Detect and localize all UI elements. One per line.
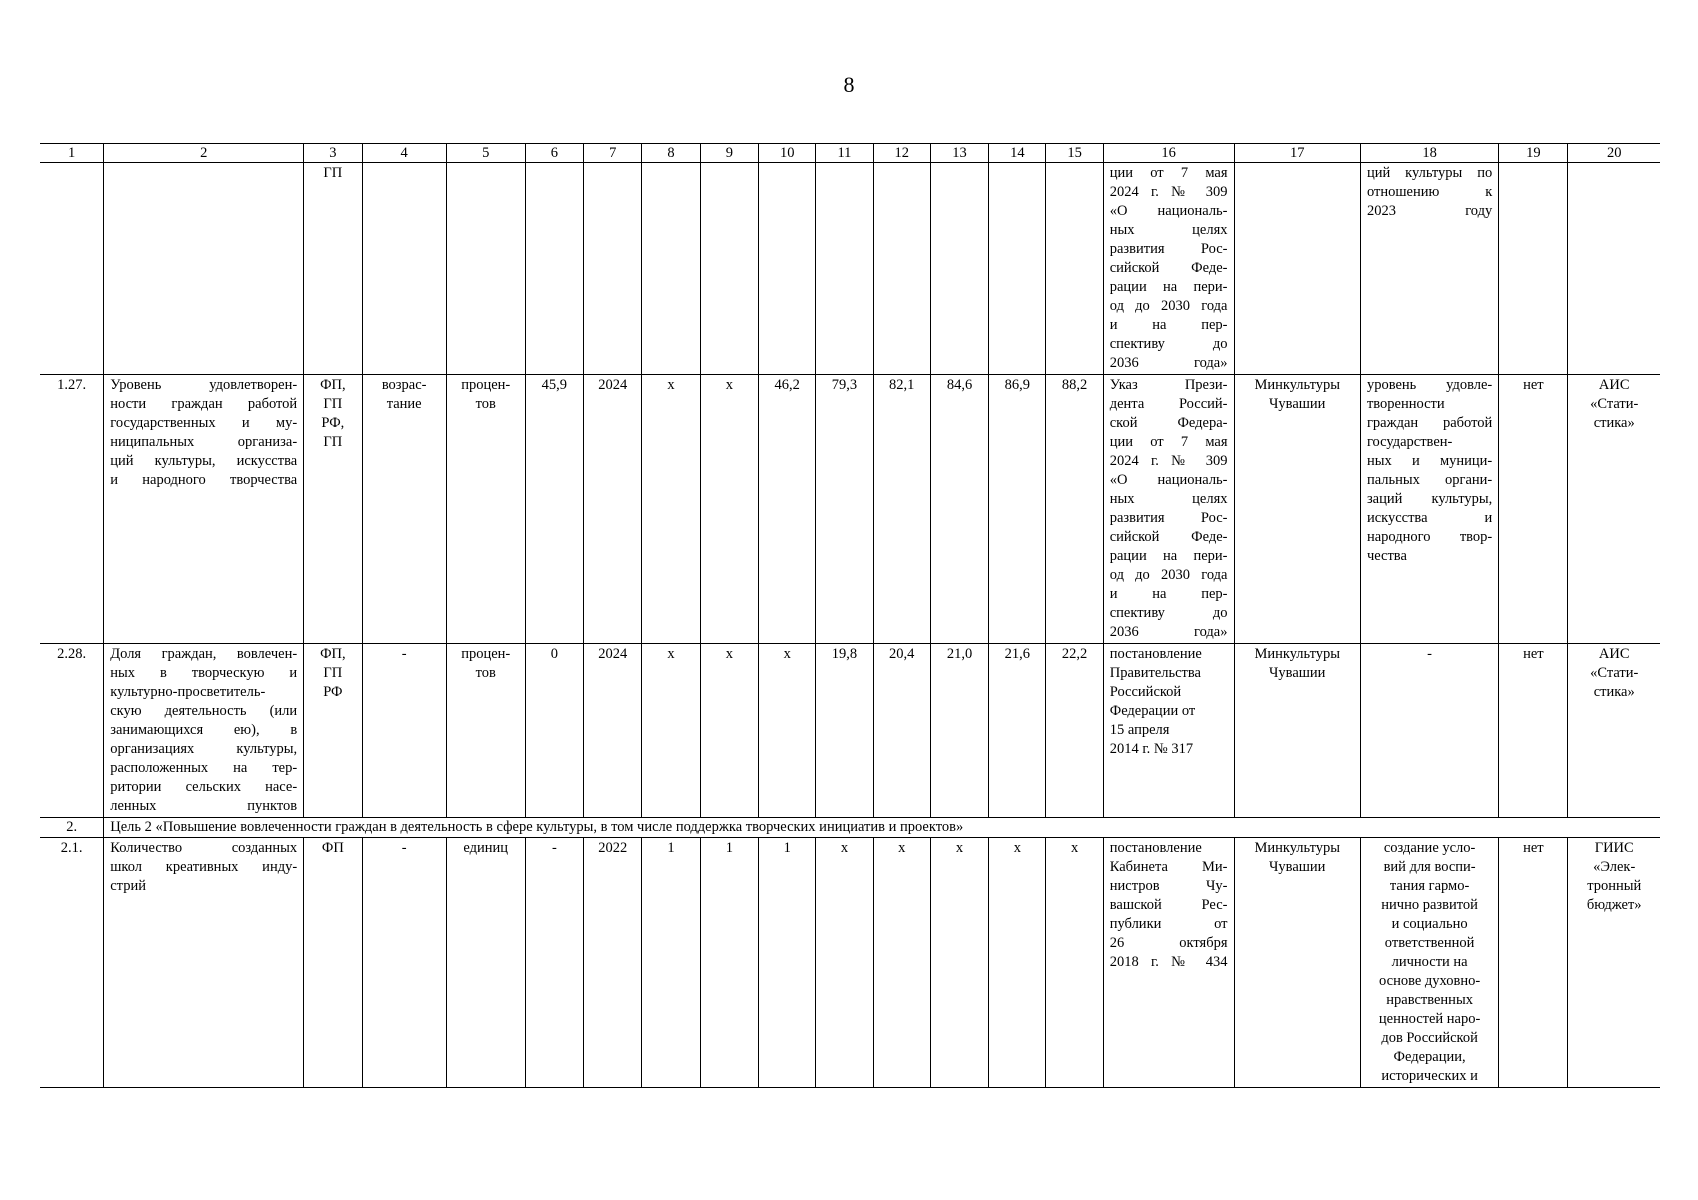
cell-value: х bbox=[642, 644, 700, 818]
cell-value: 1 bbox=[642, 838, 700, 1088]
cell-link: создание усло- вий для воспи- тания гармо- нично развитой и социально ответственной личности на основе духовно- нравственных ценностей наро- дов Российской Федерации, исторических и bbox=[1360, 838, 1498, 1088]
cell-value: х bbox=[1046, 838, 1103, 1088]
page-number: 8 bbox=[843, 72, 855, 97]
cell-value: х bbox=[989, 838, 1046, 1088]
table-row-continuation bbox=[40, 163, 1660, 375]
col-header: 15 bbox=[1046, 144, 1103, 163]
col-header: 6 bbox=[525, 144, 583, 163]
col-header: 16 bbox=[1103, 144, 1234, 163]
col-header: 2 bbox=[104, 144, 304, 163]
cell-direction: возрас- тание bbox=[362, 375, 446, 644]
cell-accumulating: нет bbox=[1499, 838, 1568, 1088]
col-header: 8 bbox=[642, 144, 700, 163]
cell-responsible: Минкультуры Чувашии bbox=[1234, 375, 1360, 644]
cell-direction: - bbox=[362, 838, 446, 1088]
cell-unit: единиц bbox=[446, 838, 525, 1088]
cell-indicator-name: Уровень удовлетворен- ности граждан работой государственных и му- ниципальных организа- ций культуры, искусства и народного творчества bbox=[104, 375, 304, 644]
cell-link: ций культуры по отношению к 2023 году bbox=[1360, 163, 1498, 375]
cell-base-value: 0 bbox=[525, 644, 583, 818]
col-header: 7 bbox=[584, 144, 642, 163]
cell-level: ГП bbox=[304, 163, 362, 375]
cell-link: - bbox=[1360, 644, 1498, 818]
col-header: 12 bbox=[873, 144, 930, 163]
cell-value: х bbox=[700, 644, 758, 818]
cell-info-system: АИС «Стати- стика» bbox=[1568, 375, 1660, 644]
col-header: 9 bbox=[700, 144, 758, 163]
column-number-row bbox=[40, 144, 1660, 163]
cell-info-system bbox=[1568, 163, 1660, 375]
cell-document: постановление Кабинета Ми- нистров Чу- вашской Рес- публики от 26 октября 2018 г. № 434 bbox=[1103, 838, 1234, 1088]
cell-level: ФП, ГП РФ, ГП bbox=[304, 375, 362, 644]
cell-number: 1.27. bbox=[40, 375, 104, 644]
col-header: 20 bbox=[1568, 144, 1660, 163]
cell-level: ФП, ГП РФ bbox=[304, 644, 362, 818]
cell-value: 88,2 bbox=[1046, 375, 1103, 644]
col-header: 18 bbox=[1360, 144, 1498, 163]
cell-value: 20,4 bbox=[873, 644, 930, 818]
cell-value: 82,1 bbox=[873, 375, 930, 644]
cell-base-year bbox=[584, 163, 642, 375]
cell-value: 46,2 bbox=[759, 375, 816, 644]
table-row bbox=[40, 838, 1660, 1088]
cell-value bbox=[700, 163, 758, 375]
cell-value: х bbox=[873, 838, 930, 1088]
cell-info-system: ГИИС «Элек- тронный бюджет» bbox=[1568, 838, 1660, 1088]
cell-document: ции от 7 мая 2024 г. № 309 «О националь- ных целях развития Рос- сийской Феде- рации на пери- од до 2030 года и на пер- спективу до 2036 года» bbox=[1103, 163, 1234, 375]
cell-value bbox=[930, 163, 988, 375]
goal-text: Цель 2 «Повышение вовлеченности граждан в деятельность в сфере культуры, в том числе поддержка творческих инициатив и проектов» bbox=[104, 818, 1660, 838]
cell-value: х bbox=[759, 644, 816, 818]
cell-base-year: 2024 bbox=[584, 644, 642, 818]
goal-row bbox=[40, 818, 1660, 838]
col-header: 11 bbox=[816, 144, 873, 163]
cell-indicator-name: Количество созданных школ креативных инду- стрий bbox=[104, 838, 304, 1088]
cell-number: 2.28. bbox=[40, 644, 104, 818]
indicators-table bbox=[40, 143, 1660, 1088]
cell-value bbox=[989, 163, 1046, 375]
table-row bbox=[40, 375, 1660, 644]
cell-document: Указ Прези- дента Россий- ской Федера- ции от 7 мая 2024 г. № 309 «О националь- ных целях развития Рос- сийской Феде- рации на пери- од до 2030 года и на пер- спективу до 2036 года» bbox=[1103, 375, 1234, 644]
cell-indicator-name: Доля граждан, вовлечен- ных в творческую и культурно-просветитель- скую деятельность (или занимающихся ею), в организациях культуры, расположенных на тер- ритории сельских насе- ленных пунктов bbox=[104, 644, 304, 818]
cell-value: х bbox=[642, 375, 700, 644]
cell-unit bbox=[446, 163, 525, 375]
cell-document: постановление Правительства Российской Федерации от 15 апреля 2014 г. № 317 bbox=[1103, 644, 1234, 818]
cell-value: х bbox=[930, 838, 988, 1088]
cell-info-system: АИС «Стати- стика» bbox=[1568, 644, 1660, 818]
col-header: 1 bbox=[40, 144, 104, 163]
cell-value: 22,2 bbox=[1046, 644, 1103, 818]
cell-value: 21,6 bbox=[989, 644, 1046, 818]
cell-value: 1 bbox=[700, 838, 758, 1088]
cell-value: 86,9 bbox=[989, 375, 1046, 644]
cell-base-year: 2024 bbox=[584, 375, 642, 644]
cell-value bbox=[873, 163, 930, 375]
cell-responsible: Минкультуры Чувашии bbox=[1234, 644, 1360, 818]
cell-level: ФП bbox=[304, 838, 362, 1088]
cell-indicator-name bbox=[104, 163, 304, 375]
cell-value: 84,6 bbox=[930, 375, 988, 644]
col-header: 3 bbox=[304, 144, 362, 163]
col-header: 5 bbox=[446, 144, 525, 163]
cell-unit: процен- тов bbox=[446, 375, 525, 644]
cell-number: 2.1. bbox=[40, 838, 104, 1088]
cell-direction: - bbox=[362, 644, 446, 818]
cell-value: х bbox=[816, 838, 873, 1088]
cell-accumulating bbox=[1499, 163, 1568, 375]
cell-responsible: Минкультуры Чувашии bbox=[1234, 838, 1360, 1088]
cell-base-value bbox=[525, 163, 583, 375]
col-header: 19 bbox=[1499, 144, 1568, 163]
cell-unit: процен- тов bbox=[446, 644, 525, 818]
cell-value: 21,0 bbox=[930, 644, 988, 818]
goal-number: 2. bbox=[40, 818, 104, 838]
cell-responsible bbox=[1234, 163, 1360, 375]
cell-value bbox=[1046, 163, 1103, 375]
cell-value: 79,3 bbox=[816, 375, 873, 644]
cell-accumulating: нет bbox=[1499, 375, 1568, 644]
cell-value: 1 bbox=[759, 838, 816, 1088]
cell-base-value: - bbox=[525, 838, 583, 1088]
cell-value bbox=[759, 163, 816, 375]
table-row bbox=[40, 644, 1660, 818]
col-header: 17 bbox=[1234, 144, 1360, 163]
cell-number bbox=[40, 163, 104, 375]
cell-value: х bbox=[700, 375, 758, 644]
col-header: 10 bbox=[759, 144, 816, 163]
cell-value bbox=[816, 163, 873, 375]
cell-link: уровень удовле- творенности граждан работой государствен- ных и муници- пальных органи- заций культуры, искусства и народного твор- чества bbox=[1360, 375, 1498, 644]
cell-direction bbox=[362, 163, 446, 375]
cell-base-year: 2022 bbox=[584, 838, 642, 1088]
col-header: 13 bbox=[930, 144, 988, 163]
cell-value bbox=[642, 163, 700, 375]
cell-base-value: 45,9 bbox=[525, 375, 583, 644]
col-header: 4 bbox=[362, 144, 446, 163]
cell-accumulating: нет bbox=[1499, 644, 1568, 818]
col-header: 14 bbox=[989, 144, 1046, 163]
cell-value: 19,8 bbox=[816, 644, 873, 818]
